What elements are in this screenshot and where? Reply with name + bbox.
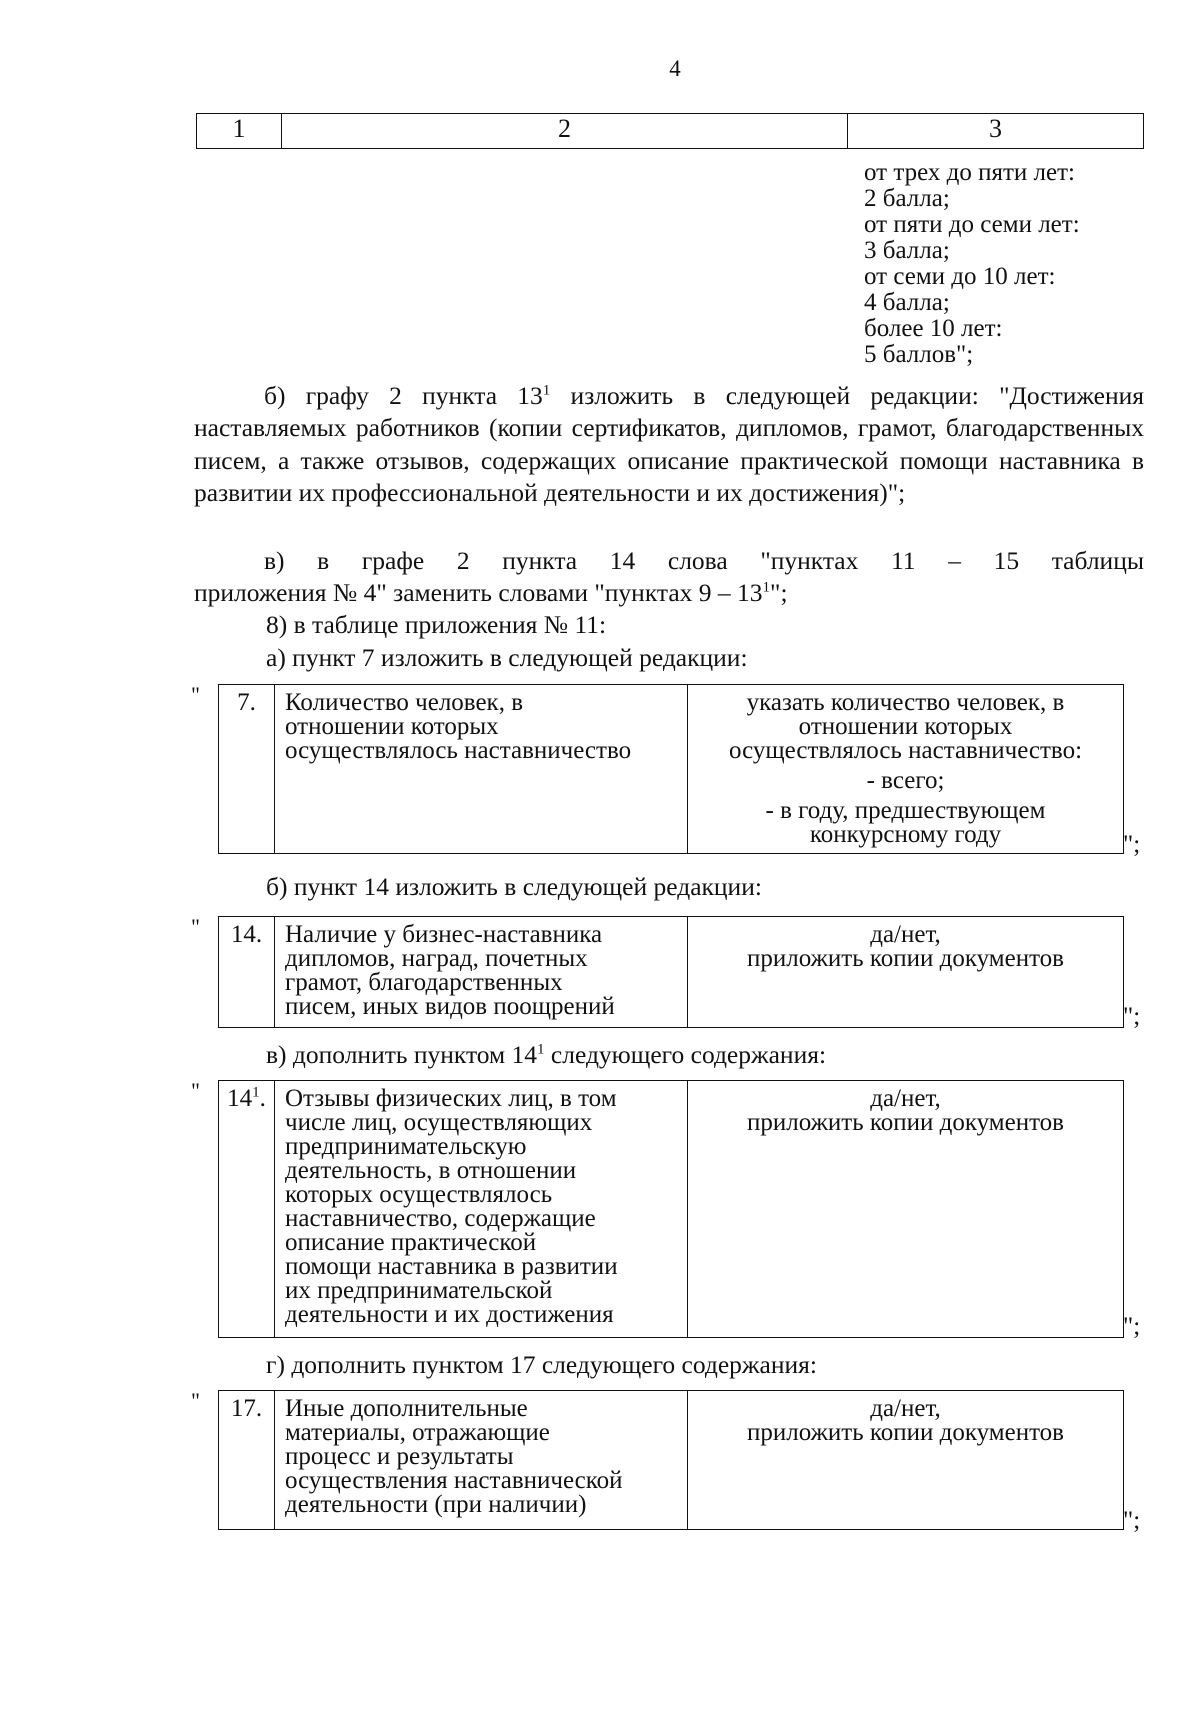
row-value-line: да/нет, <box>870 921 941 948</box>
paragraph-v-line1: в) в графе 2 пункта 14 слова "пунктах 11 – 15 таблицы <box>264 546 1144 575</box>
row-value-line: - в году, предшествующем <box>765 797 1046 824</box>
table-item-7 <box>218 684 1124 854</box>
paragraph-v-text-end: "; <box>770 578 788 607</box>
quote-open: " <box>191 1078 200 1103</box>
header-col-3: 3 <box>848 114 1144 149</box>
row-name-line: Количество человек, в <box>285 689 524 716</box>
row-name <box>275 1081 688 1338</box>
paragraph-v-text: приложения № 4" заменить словами "пунктах 9 – 13 <box>194 578 763 607</box>
score-list <box>864 160 1164 368</box>
row-name-line: деятельности (при наличии) <box>285 1491 587 1518</box>
row-name-line: Наличие у бизнес-наставника <box>285 921 603 948</box>
row-number: 17. <box>219 1391 275 1530</box>
row-name-line: процесс и результаты <box>285 1443 514 1470</box>
superscript: 1 <box>762 579 771 596</box>
row-number: 14. <box>219 917 275 1028</box>
header-col-2: 2 <box>282 114 848 149</box>
score-line: 4 балла; <box>864 289 950 316</box>
row-name-line: помощи наставника в развитии <box>285 1253 618 1280</box>
row-name-line: отношении которых <box>285 713 499 740</box>
row-name-line: деятельности и их достижения <box>285 1301 614 1328</box>
row-value <box>688 685 1124 854</box>
row-number <box>219 1081 275 1338</box>
quote-close: "; <box>1123 831 1141 858</box>
superscript: 1 <box>542 382 551 399</box>
subitem-a: а) пункт 7 изложить в следующей редакции: <box>266 643 748 672</box>
row-value-line: приложить копии документов <box>747 1419 1064 1446</box>
score-line: от трех до пяти лет: <box>864 159 1075 186</box>
quote-open: " <box>191 1388 200 1413</box>
row-name-line: Иные дополнительные <box>285 1395 528 1422</box>
subitem-v <box>266 1040 826 1070</box>
subitem-v-text: в) дополнить пунктом 14 <box>266 1040 538 1069</box>
row-name-line: деятельность, в отношении <box>285 1157 577 1184</box>
superscript: 1 <box>537 1041 545 1058</box>
score-line: более 10 лет: <box>864 315 1003 342</box>
subitem-b: б) пункт 14 изложить в следующей редакции: <box>266 872 762 901</box>
row-value <box>688 917 1124 1028</box>
row-value <box>688 1081 1124 1338</box>
row-name-line: наставничество, содержащие <box>285 1205 596 1232</box>
quote-close: "; <box>1123 1507 1141 1534</box>
row-value-line: да/нет, <box>870 1085 941 1112</box>
row-value-line: указать количество человек, в <box>746 689 1065 716</box>
row-name-line: осуществления наставнической <box>285 1467 623 1494</box>
score-line: 5 баллов"; <box>864 341 974 368</box>
quote-close: "; <box>1123 1313 1141 1340</box>
subitem-v-text-cont: следующего содержания: <box>544 1040 827 1069</box>
row-value-line: конкурсному году <box>809 821 1002 848</box>
row-name-line: Отзывы физических лиц, в том <box>285 1085 617 1112</box>
quote-open: " <box>191 914 200 939</box>
item-8: 8) в таблице приложения № 11: <box>266 610 607 639</box>
row-name-line: числе лиц, осуществляющих <box>285 1109 593 1136</box>
row-name-line: материалы, отражающие <box>285 1419 550 1446</box>
row-value-line: да/нет, <box>870 1395 941 1422</box>
row-value-line: отношении которых <box>798 713 1013 740</box>
row-value <box>688 1391 1124 1530</box>
row-name-line: грамот, благодарственных <box>285 969 563 996</box>
row-value-line: приложить копии документов <box>747 945 1064 972</box>
row-name-line: дипломов, наград, почетных <box>285 945 588 972</box>
row-number-dot: . <box>259 1085 266 1112</box>
page-number: 4 <box>669 56 681 81</box>
paragraph-b-text: б) графу 2 пункта 13 <box>264 381 543 410</box>
row-name <box>275 1391 688 1530</box>
row-value-line: - всего; <box>866 767 945 794</box>
table-item-14-1 <box>218 1080 1124 1338</box>
row-value-line: осуществлялось наставничество: <box>728 737 1083 764</box>
row-name-line: которых осуществлялось <box>285 1181 553 1208</box>
score-line: 2 балла; <box>864 185 950 212</box>
row-name <box>275 917 688 1028</box>
paragraph-b-text-cont: изложить в следующей редакции: "Достижения наставляемых работников (копии сертификатов, дипломов, грамот, благодарственных писем, а также отзывов, содержащих описание практической помощи наставника в развитии их профессиональной деятельности и их достижения)"; <box>194 381 1144 508</box>
quote-close: "; <box>1123 1003 1141 1030</box>
row-name <box>275 685 688 854</box>
row-name-line: осуществлялось наставничество <box>285 737 632 764</box>
row-name-line: их предпринимательской <box>285 1277 553 1304</box>
paragraph-v-line2 <box>194 577 1144 609</box>
row-value-line: приложить копии документов <box>747 1109 1064 1136</box>
quote-open: " <box>191 682 200 707</box>
score-line: от пяти до семи лет: <box>864 211 1080 238</box>
header-col-1: 1 <box>197 114 282 149</box>
row-number: 7. <box>219 685 275 854</box>
paragraph-b <box>194 380 1144 510</box>
superscript: 1 <box>252 1084 260 1101</box>
table-header-row <box>196 113 1144 149</box>
table-item-17 <box>218 1390 1124 1530</box>
row-name-line: описание практической <box>285 1229 537 1256</box>
score-line: 3 балла; <box>864 237 950 264</box>
table-item-14 <box>218 916 1124 1028</box>
score-line: от семи до 10 лет: <box>864 263 1056 290</box>
subitem-g: г) дополнить пунктом 17 следующего содержания: <box>266 1350 817 1379</box>
row-name-line: предпринимательскую <box>285 1133 527 1160</box>
row-number-text: 14 <box>227 1085 253 1112</box>
row-name-line: писем, иных видов поощрений <box>285 993 615 1020</box>
